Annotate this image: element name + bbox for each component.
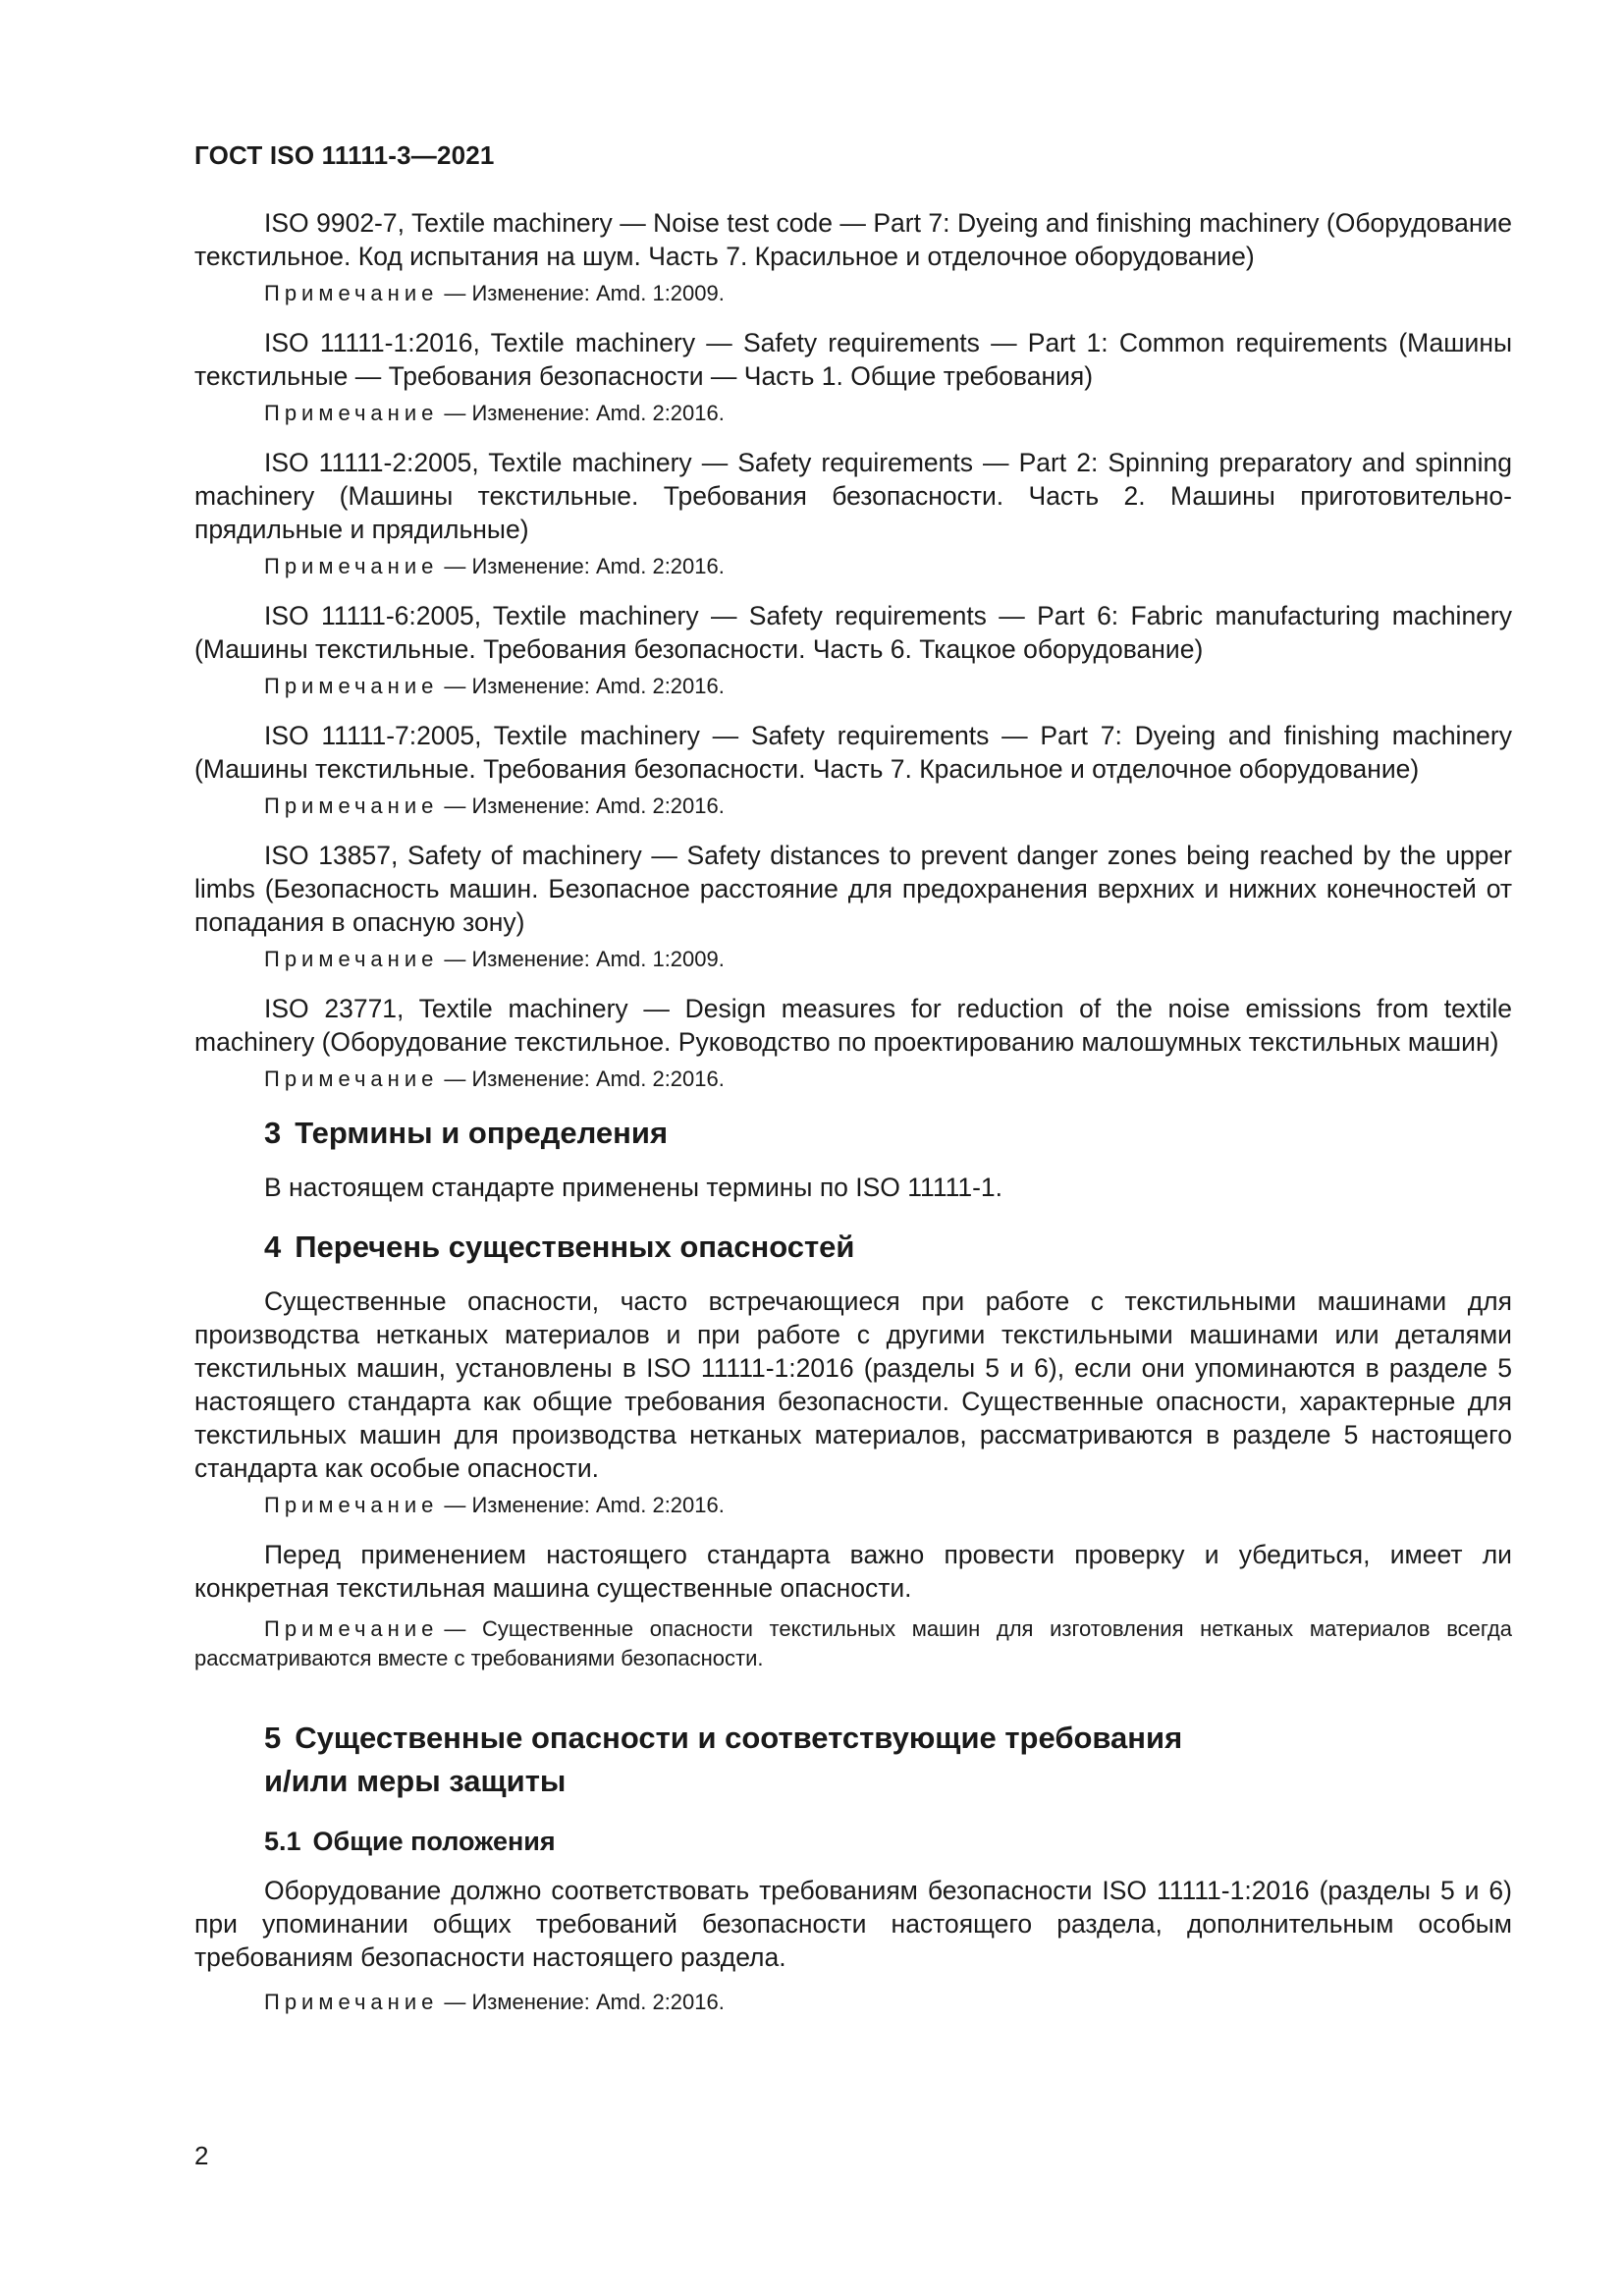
page-number: 2	[194, 2141, 209, 2170]
section-3-paragraph: В настоящем стандарте применены термины по ISO 11111-1.	[264, 1173, 1003, 1202]
section-title-line-1: Существенные опасности и соответствующие требования	[295, 1721, 1183, 1755]
note-text: — Изменение: Amd. 1:2009.	[444, 947, 725, 971]
reference-note	[194, 792, 1512, 821]
note-label: Примечание	[264, 554, 439, 578]
section-5-paragraph: Оборудование должно соответствовать требованиям безопасности ISO 11111-1:2016 (разделы 5 и 6) при упоминании общих требований безопасности настоящего раздела, дополнительным особым требованиям безопасности настоящего раздела.	[194, 1876, 1512, 1972]
note-text: — Изменение: Amd. 2:2016.	[444, 793, 725, 818]
note-label: Примечание	[264, 1493, 439, 1517]
reference-entry: ISO 11111-2:2005, Textile machinery — Safety requirements — Part 2: Spinning preparatory and spinning machinery (Машины текстильные. Требования безопасности. Часть 2. Машины приготовительно-прядильные и прядильные)	[194, 448, 1512, 544]
reference-entry: ISO 11111-1:2016, Textile machinery — Safety requirements — Part 1: Common requirements (Машины текстильные — Требования безопасности — Часть 1. Общие требования)	[194, 328, 1512, 391]
note-label: Примечание	[264, 281, 439, 305]
section-4-note-1	[194, 1491, 1512, 1520]
document-header: ГОСТ ISO 11111-3—2021	[194, 140, 495, 170]
reference-note	[194, 279, 1512, 308]
note-label: Примечание	[264, 947, 439, 971]
document-page	[194, 137, 1512, 2035]
section-4-heading	[264, 1226, 1512, 1269]
note-text: — Изменение: Amd. 2:2016.	[444, 674, 725, 698]
reference-note	[194, 399, 1512, 428]
reference-entry: ISO 11111-7:2005, Textile machinery — Safety requirements — Part 7: Dyeing and finishing machinery (Машины текстильные. Требования безопасности. Часть 7. Красильное и отделочное оборудование)	[194, 721, 1512, 784]
section-title: Термины и определения	[295, 1116, 669, 1150]
section-title: Перечень существенных опасностей	[295, 1230, 855, 1264]
note-text: — Изменение: Amd. 2:2016.	[444, 1493, 725, 1517]
note-label: Примечание	[264, 401, 439, 425]
reference-entry: ISO 11111-6:2005, Textile machinery — Safety requirements — Part 6: Fabric manufacturing machinery (Машины текстильные. Требования безопасности. Часть 6. Ткацкое оборудование)	[194, 601, 1512, 664]
note-label: Примечание	[264, 674, 439, 698]
reference-entry: ISO 23771, Textile machinery — Design measures for reduction of the noise emissions from textile machinery (Оборудование текстильное. Руководство по проектированию малошумных текстильных машин)	[194, 994, 1512, 1057]
section-5-heading	[264, 1717, 1512, 1803]
section-number: 4	[264, 1230, 282, 1264]
note-text: — Изменение: Amd. 2:2016.	[444, 1066, 725, 1091]
note-text: — Изменение: Amd. 2:2016.	[444, 554, 725, 578]
reference-entry: ISO 9902-7, Textile machinery — Noise test code — Part 7: Dyeing and finishing machinery (Оборудование текстильное. Код испытания на шум. Часть 7. Красильное и отделочное оборудование)	[194, 208, 1512, 271]
subsection-number: 5.1	[264, 1827, 301, 1856]
note-label: Примечание	[264, 1990, 439, 2014]
note-text: — Изменение: Amd. 2:2016.	[444, 401, 725, 425]
reference-note	[194, 945, 1512, 974]
reference-note	[194, 1065, 1512, 1094]
section-4-paragraph-2: Перед применением настоящего стандарта важно провести проверку и убедиться, имеет ли конкретная текстильная машина существенные опасности.	[194, 1540, 1512, 1603]
note-label: Примечание	[264, 1066, 439, 1091]
reference-note	[194, 672, 1512, 701]
subsection-title: Общие положения	[312, 1827, 556, 1856]
note-text: — Изменение: Amd. 1:2009.	[444, 281, 725, 305]
note-text: — Существенные опасности текстильных машин для изготовления нетканых материалов всегда рассматриваются вместе с требованиями безопасности.	[194, 1616, 1512, 1670]
section-title-line-2: и/или меры защиты	[264, 1764, 567, 1798]
section-3-heading	[264, 1112, 1512, 1155]
section-4-paragraph-1: Существенные опасности, часто встречающиеся при работе с текстильными машинами для производства нетканых материалов и при работе с другими текстильными машинами или деталями текстильных машин, установлены в ISO 11111-1:2016 (разделы 5 и 6), если они упоминаются в разделе 5 настоящего стандарта как общие требования безопасности. Существенные опасности, характерные для текстильных машин для производства нетканых материалов, рассматриваются в разделе 5 настоящего стандарта как особые опасности.	[194, 1286, 1512, 1483]
reference-entry: ISO 13857, Safety of machinery — Safety distances to prevent danger zones being reached by the upper limbs (Безопасность машин. Безопасное расстояние для предохранения верхних и нижних конечностей от попадания в опасную зону)	[194, 841, 1512, 937]
section-4-note-2	[194, 1614, 1512, 1673]
note-text: — Изменение: Amd. 2:2016.	[444, 1990, 725, 2014]
subsection-5-1-heading	[264, 1823, 1512, 1860]
section-number: 3	[264, 1116, 282, 1150]
note-label: Примечание	[264, 793, 439, 818]
note-label: Примечание	[264, 1616, 439, 1641]
section-5-note	[194, 1988, 1512, 2017]
section-number: 5	[264, 1721, 282, 1755]
reference-note	[194, 552, 1512, 581]
